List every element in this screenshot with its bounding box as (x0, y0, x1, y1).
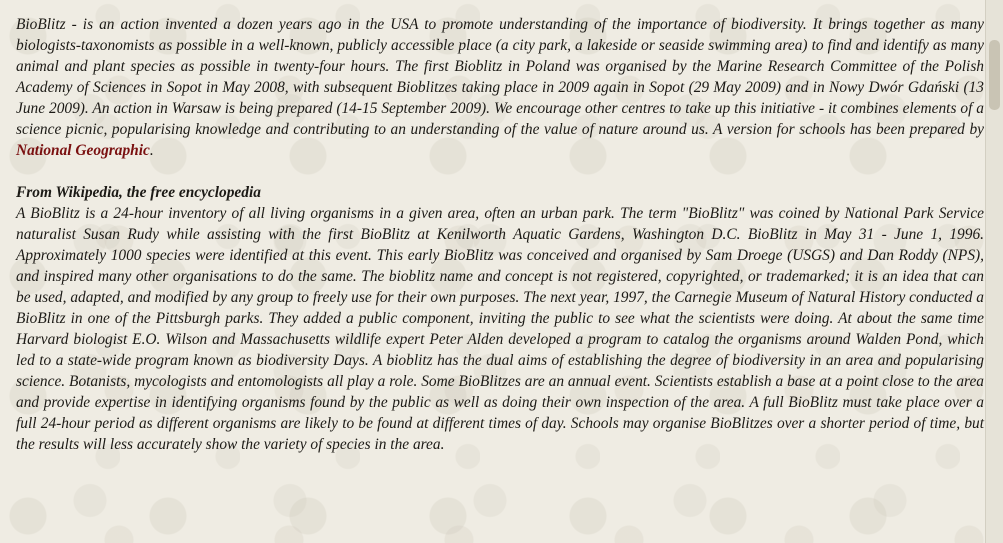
paragraph-spacer (16, 161, 984, 182)
article-content (16, 14, 984, 455)
intro-paragraph (16, 14, 984, 161)
vertical-scrollbar[interactable] (985, 0, 1003, 543)
wikipedia-paragraph: A BioBlitz is a 24-hour inventory of all living organisms in a given area, often an urban park. The term "BioBlitz" was coined by National Park Service naturalist Susan Rudy while assisting with the first BioBlitz at Kenilworth Aquatic Gardens, Washington D.C. BioBlitz in May 31 - June 1, 1996. Approximately 1000 species were identified at this event. This early BioBlitz was conceived and organised by Sam Droege (USGS) and Dan Roddy (NPS), and inspired many other organisations to do the same. The bioblitz name and concept is not registered, copyrighted, or trademarked; it is an idea that can be used, adapted, and modified by any group to freely use for their own purposes. The next year, 1997, the Carnegie Museum of Natural History conducted a BioBlitz in one of the Pittsburgh parks. They added a public component, inviting the public to see what the scientists were doing. At about the same time Harvard biologist E.O. Wilson and Massachusetts wildlife expert Peter Alden developed a program to catalog the organisms around Walden Pond, which led to a state-wide program known as biodiversity Days. A bioblitz has the dual aims of establishing the degree of biodiversity in an area and popularising science. Botanists, mycologists and entomologists all play a role. Some BioBlitzes are an annual event. Scientists establish a base at a point close to the area and provide expertise in identifying organisms found by the public as well as doing their own inspection of the area. A full BioBlitz must take place over a full 24-hour period as different organisms are likely to be found at different times of day. Schools may organise BioBlitzes over a shorter period of time, but the results will less accurately show the variety of species in the area. (16, 205, 984, 453)
national-geographic-link[interactable]: National Geographic (16, 142, 150, 159)
intro-text: BioBlitz - is an action invented a dozen years ago in the USA to promote understanding of the importance of biodiversity. It brings together as many biologists-taxonomists as possible in a well-known, publicly accessible place (a city park, a lakeside or seaside swimming area) to find and identify as many animal and plant species as possible in twenty-four hours. The first Bioblitz in Poland was organised by the Marine Research Committee of the Polish Academy of Sciences in Sopot in May 2008, with subsequent Bioblitzes taking place in 2009 again in Sopot (29 May 2009) and in Nowy Dwór Gdański (13 June 2009). An action in Warsaw is being prepared (14-15 September 2009). We encourage other centres to take up this initiative - it combines elements of a science picnic, popularising knowledge and contributing to an understanding of the value of nature around us. A version for schools has been prepared by (16, 16, 984, 138)
intro-end: . (149, 142, 154, 159)
wikipedia-heading: From Wikipedia, the free encyclopedia (16, 184, 261, 201)
scrollbar-thumb[interactable] (989, 40, 1000, 110)
